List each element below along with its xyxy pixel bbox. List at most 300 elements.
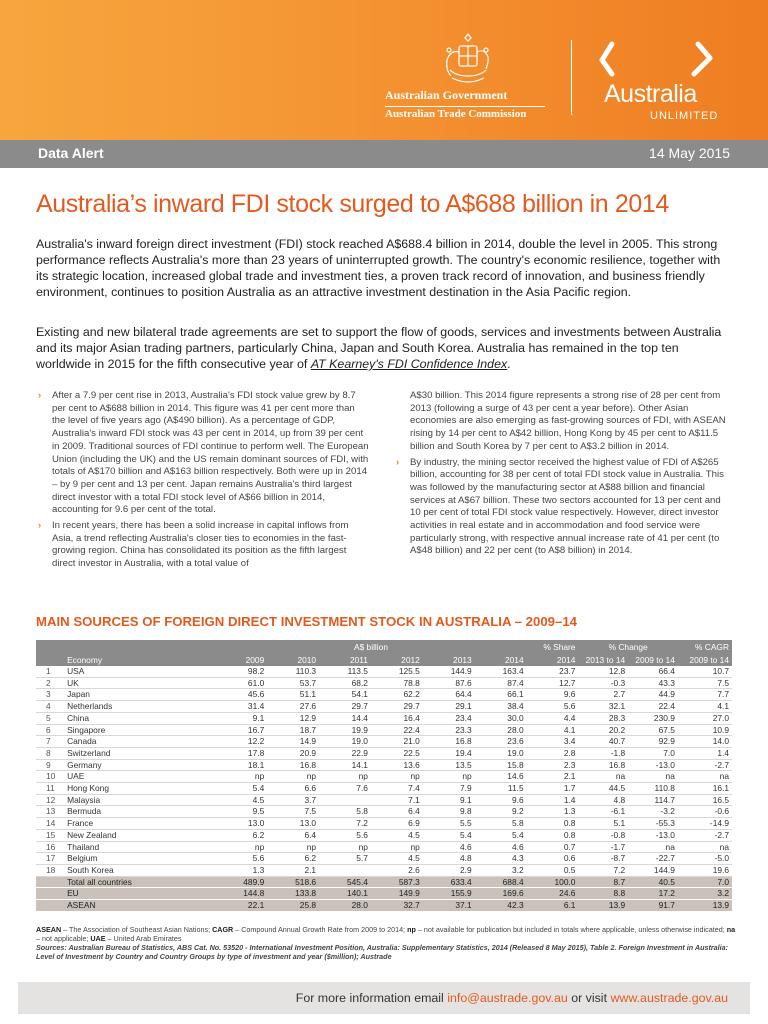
note-term: ASEAN <box>36 925 62 934</box>
table-cell: 5.4 <box>423 829 475 841</box>
table-cell: 22.4 <box>371 724 423 736</box>
note-text: – not available for publication but included in totals where applicable, unless otherwise indicated; <box>415 925 727 934</box>
economy-name: Malaysia <box>64 794 215 806</box>
row-index: 5 <box>36 712 64 724</box>
table-cell: 20.9 <box>267 747 319 759</box>
table-cell: 10.9 <box>678 724 732 736</box>
table-cell: 3.2 <box>475 864 527 876</box>
table-cell: 29.7 <box>371 701 423 713</box>
table-row <box>36 724 732 736</box>
table-cell: -0.6 <box>678 806 732 818</box>
table-cell: np <box>267 841 319 853</box>
table-cell: 13.0 <box>215 818 267 830</box>
table-cell: 51.1 <box>267 689 319 701</box>
table-cell: 87.6 <box>423 677 475 689</box>
table-cell: 19.4 <box>423 747 475 759</box>
table-cell: na <box>628 771 678 783</box>
bullet-point <box>38 390 370 517</box>
table-cell: 144.9 <box>628 864 678 876</box>
bullet-text: After a 7.9 per cent rise in 2013, Australia's FDI stock value grew by 8.7 per cent to A$688 billion in 2014. This figure was 41 per cent more than the level of five years ago (A$490 billion). As a percentage of GDP, Australia's inward FDI stock was 43 per cent in 2014, up from 39 per cent in 2009. Traditional sources of FDI continue to perform well. The European Union (including the UK) and the US remain dominant sources of FDI, with totals of A$170 billion and A$163 billion respectively. Both were up in 2014 – by 9 per cent and 13 per cent. Japan remains Australia's third largest direct investor with a total FDI stock level of A$66 billion in 2014, accounting for 9.6 per cent of the total. <box>52 390 369 516</box>
footer <box>18 982 750 1014</box>
table-cell: 12.7 <box>527 677 579 689</box>
table-cell: -8.7 <box>578 853 628 865</box>
table-cell: 2.8 <box>527 747 579 759</box>
table-cell: 12.2 <box>215 736 267 748</box>
table-cell: 6.6 <box>267 783 319 795</box>
table-cell: 489.9 <box>215 876 267 888</box>
alert-label: Data Alert <box>38 145 104 161</box>
table-cell: 13.9 <box>678 900 732 912</box>
table-cell: np <box>371 841 423 853</box>
table-cell: 587.3 <box>371 876 423 888</box>
table-cell: 37.1 <box>423 900 475 912</box>
bullet-point <box>38 520 370 571</box>
table-cell: 18.1 <box>215 759 267 771</box>
table-cell: 633.4 <box>423 876 475 888</box>
left-column <box>38 390 370 574</box>
row-index: 3 <box>36 689 64 701</box>
table-cell <box>319 794 371 806</box>
table-cell: -6.1 <box>578 806 628 818</box>
table-cell: 1.3 <box>527 806 579 818</box>
table-cell: -0.8 <box>578 829 628 841</box>
table-cell: 54.1 <box>319 689 371 701</box>
table-cell: 23.7 <box>527 666 579 677</box>
table-row <box>36 783 732 795</box>
table-cell: 31.4 <box>215 701 267 713</box>
table-cell: 688.4 <box>475 876 527 888</box>
table-cell: 19.9 <box>319 724 371 736</box>
table-cell: na <box>678 841 732 853</box>
table-cell: 545.4 <box>319 876 371 888</box>
table-cell: 28.0 <box>319 900 371 912</box>
table-cell: 144.8 <box>215 888 267 900</box>
table-cell: 28.3 <box>578 712 628 724</box>
table-row <box>36 689 732 701</box>
table-cell: 19.0 <box>475 747 527 759</box>
row-index: 16 <box>36 841 64 853</box>
table-cell: 3.4 <box>527 736 579 748</box>
table-cell: 4.8 <box>578 794 628 806</box>
table-cell: 1.7 <box>527 783 579 795</box>
table-cell: 19.0 <box>319 736 371 748</box>
table-cell: 13.5 <box>423 759 475 771</box>
header-cell <box>36 653 64 666</box>
sources-note: Sources: Australian Bureau of Statistics, ABS Cat. No. 53520 - International Investment Position, Australia: Supplementary Statistics, 2014 (Released 8 May 2015), Table 2. Foreign Investment in Australia: Level of Investment by Country and Country Groups by type of investment and year ($million); Austrade <box>36 943 729 961</box>
table-cell: 38.4 <box>475 701 527 713</box>
table-cell: 3.7 <box>267 794 319 806</box>
table-cell: 25.8 <box>267 900 319 912</box>
table-row <box>36 712 732 724</box>
table-cell: 6.4 <box>371 806 423 818</box>
row-index: 11 <box>36 783 64 795</box>
table-cell: 110.3 <box>267 666 319 677</box>
table-cell: -55.3 <box>628 818 678 830</box>
table-cell: 16.1 <box>678 783 732 795</box>
website-link[interactable]: www.austrade.gov.au <box>610 991 728 1005</box>
table-cell: 91.7 <box>628 900 678 912</box>
row-index: 7 <box>36 736 64 748</box>
table-cell: 110.8 <box>628 783 678 795</box>
table-cell: 133.8 <box>267 888 319 900</box>
table-cell: 5.5 <box>423 818 475 830</box>
table-cell: 32.7 <box>371 900 423 912</box>
table-cell: 9.5 <box>215 806 267 818</box>
paragraph-text: Existing and new bilateral trade agreements are set to support the flow of goods, services and investments between Australia and its major Asian trading partners, particularly China, Japan and South Korea. Australia has remained in the top ten worldwide in 2015 for the fifth consecutive year of <box>36 325 722 371</box>
table-cell: 92.9 <box>628 736 678 748</box>
table-cell: 1.4 <box>678 747 732 759</box>
table-row <box>36 794 732 806</box>
header-2014: 2014 <box>504 654 524 665</box>
table-cell: -13.0 <box>628 829 678 841</box>
table-cell: -2.7 <box>678 759 732 771</box>
table-row <box>36 771 732 783</box>
data-alert-bar <box>0 140 768 168</box>
table-cell: 9.8 <box>423 806 475 818</box>
table-cell: 6.2 <box>215 829 267 841</box>
table-cell: 169.6 <box>475 888 527 900</box>
table-cell: 0.8 <box>527 829 579 841</box>
table-cell: 30.0 <box>475 712 527 724</box>
bullet-text: In recent years, there has been a solid increase in capital inflows from Asia, a trend reflecting Australia's closer ties to economies in the fast-growing region. China has consolidated its position as the fifth largest direct investor in Australia, with a total value of <box>52 520 349 570</box>
table-cell: 140.1 <box>319 888 371 900</box>
table-cell: na <box>678 771 732 783</box>
table-row <box>36 759 732 771</box>
table-cell: na <box>628 841 678 853</box>
table-cell: np <box>371 771 423 783</box>
divider <box>571 40 572 115</box>
header-cagr: % CAGR <box>695 641 729 652</box>
economy-name: South Korea <box>64 864 215 876</box>
table-cell: 6.1 <box>527 900 579 912</box>
table-cell: -1.7 <box>578 841 628 853</box>
header-abillion: A$ billion <box>353 641 388 652</box>
table-cell: 7.6 <box>319 783 371 795</box>
coat-of-arms-icon <box>440 30 496 86</box>
table-cell: 12.8 <box>578 666 628 677</box>
table-body <box>36 666 732 911</box>
table-cell: -0.3 <box>578 677 628 689</box>
row-index: 15 <box>36 829 64 841</box>
bullet-text: By industry, the mining sector received the highest value of FDI of A$265 billion, accounting for 38 per cent of total FDI stock value in Australia. This was followed by the manufacturing sector at A$88 billion and financial services at A$67 billion. These two sectors accounted for 13 per cent and 10 per cent of total FDI stock value respectively. However, direct investor activities in real estate and in accommodation and food service were particularly strong, with respective annual increase rate of 41 per cent (to A$48 billion) and 22 per cent (to A$8 billion) in 2014. <box>410 456 724 557</box>
page-title: Australia’s inward FDI stock surged to A$688 billion in 2014 <box>36 190 669 218</box>
brand-subtitle: UNLIMITED <box>650 110 719 122</box>
table-cell: 4.1 <box>678 701 732 713</box>
row-index <box>36 900 64 912</box>
header-2011: 2011 <box>349 654 368 665</box>
table-cell: 32.1 <box>578 701 628 713</box>
row-index: 4 <box>36 701 64 713</box>
table-row <box>36 853 732 865</box>
table-cell: 16.4 <box>371 712 423 724</box>
table-cell: 14.6 <box>475 771 527 783</box>
table-row <box>36 829 732 841</box>
table-cell: 17.2 <box>628 888 678 900</box>
table-cell: 14.1 <box>319 759 371 771</box>
header-change: % Change <box>608 641 648 652</box>
row-index <box>36 888 64 900</box>
table-cell: 7.2 <box>578 864 628 876</box>
table-cell: 2.9 <box>423 864 475 876</box>
table-cell: 14.9 <box>267 736 319 748</box>
table-cell: 4.5 <box>371 853 423 865</box>
table-cell: 2.3 <box>527 759 579 771</box>
table-cell: -13.0 <box>628 759 678 771</box>
logo-marks-icon <box>598 40 728 80</box>
header-economy: Economy <box>67 654 103 665</box>
table-cell: 22.1 <box>215 900 267 912</box>
table-cell: 4.8 <box>423 853 475 865</box>
table-cell: 5.8 <box>475 818 527 830</box>
table-cell: 17.8 <box>215 747 267 759</box>
table-cell: -3.2 <box>628 806 678 818</box>
header-2010: 2010 <box>297 654 317 665</box>
row-index: 2 <box>36 677 64 689</box>
table-cell: 53.7 <box>267 677 319 689</box>
row-index: 12 <box>36 794 64 806</box>
table-cell: 0.6 <box>527 853 579 865</box>
table-cell: 15.8 <box>475 759 527 771</box>
table-cell: 67.5 <box>628 724 678 736</box>
table-row <box>36 841 732 853</box>
table-cell <box>319 864 371 876</box>
table-cell: 12.9 <box>267 712 319 724</box>
table-cell: 66.4 <box>628 666 678 677</box>
row-index: 18 <box>36 864 64 876</box>
table-cell: -1.8 <box>578 747 628 759</box>
note-term: na <box>726 925 736 934</box>
table-cell: 7.7 <box>678 689 732 701</box>
row-index: 10 <box>36 771 64 783</box>
table-row <box>36 701 732 713</box>
table-cell: 5.8 <box>319 806 371 818</box>
brand-wordmark: Australia <box>604 80 697 108</box>
table-cell: 5.6 <box>319 829 371 841</box>
economy-name: Total all countries <box>64 876 215 888</box>
row-index: 1 <box>36 666 64 677</box>
table-cell: 61.0 <box>215 677 267 689</box>
table-cell: 0.8 <box>527 818 579 830</box>
table-cell: 23.3 <box>423 724 475 736</box>
table-cell: 7.1 <box>371 794 423 806</box>
table-cell: 9.6 <box>527 689 579 701</box>
table-cell: 62.2 <box>371 689 423 701</box>
header-banner <box>0 0 768 140</box>
row-index: 14 <box>36 818 64 830</box>
table-cell: 16.8 <box>267 759 319 771</box>
table-cell: 27.6 <box>267 701 319 713</box>
table-cell: 4.1 <box>527 724 579 736</box>
table-cell: 14.0 <box>678 736 732 748</box>
table-cell: -22.7 <box>628 853 678 865</box>
intro-paragraph: Australia's inward foreign direct investment (FDI) stock reached A$688.4 billion in 2014, double the level in 2005. This strong performance reflects Australia's more than 23 years of uninterrupted growth. The country's economic resilience, together with its strategic location, increased global trade and investment ties, a proven track record of innovation, and business friendly environment, continues to position Australia as an attractive investment destination in the Asia Pacific region. <box>36 237 721 299</box>
economy-name: New Zealand <box>64 829 215 841</box>
note-text: – United Arab Emirates <box>105 934 182 943</box>
table-cell: -5.0 <box>678 853 732 865</box>
economy-name: Hong Kong <box>64 783 215 795</box>
right-column <box>396 390 728 561</box>
table-cell: np <box>215 841 267 853</box>
table-cell: 9.6 <box>475 794 527 806</box>
government-title: Australian Government <box>385 88 508 102</box>
table-cell: 87.4 <box>475 677 527 689</box>
table-total-row <box>36 900 732 912</box>
table-cell: na <box>578 771 628 783</box>
table-group-header <box>36 640 732 653</box>
table-cell: 23.4 <box>423 712 475 724</box>
table-cell: 40.7 <box>578 736 628 748</box>
table-cell: 113.5 <box>319 666 371 677</box>
table-cell: 100.0 <box>527 876 579 888</box>
table-total-row <box>36 888 732 900</box>
intro-paragraph-2 <box>36 324 736 372</box>
header-cell <box>64 640 215 653</box>
footer-text: or visit <box>567 991 611 1005</box>
economy-name: Netherlands <box>64 701 215 713</box>
table-cell: 230.9 <box>628 712 678 724</box>
table-cell: 20.2 <box>578 724 628 736</box>
table-cell: 8.8 <box>578 888 628 900</box>
table-cell: 7.5 <box>678 677 732 689</box>
table-cell: 144.9 <box>423 666 475 677</box>
table-cell: 5.4 <box>215 783 267 795</box>
table-cell: 0.5 <box>527 864 579 876</box>
table-cell: 0.7 <box>527 841 579 853</box>
footer-text: For more information email <box>295 991 448 1005</box>
table-cell: 14.4 <box>319 712 371 724</box>
table-cell: 7.5 <box>267 806 319 818</box>
chevron-right-icon: › <box>38 520 42 532</box>
table-cell: 518.6 <box>267 876 319 888</box>
table-cell: 28.0 <box>475 724 527 736</box>
table-row <box>36 747 732 759</box>
table-cell: 7.9 <box>423 783 475 795</box>
table-cell: 4.5 <box>215 794 267 806</box>
table-cell: 13.9 <box>578 900 628 912</box>
header-cell <box>36 640 64 653</box>
note-term: np <box>407 925 416 934</box>
table-cell: 22.5 <box>371 747 423 759</box>
table-cell: 13.6 <box>371 759 423 771</box>
table-cell: 9.2 <box>475 806 527 818</box>
table-cell: 2.1 <box>527 771 579 783</box>
table-cell: 2.1 <box>267 864 319 876</box>
table-row <box>36 864 732 876</box>
agency-title: Australian Trade Commission <box>385 108 527 120</box>
table-cell: 44.9 <box>628 689 678 701</box>
data-table <box>36 640 732 912</box>
kearney-index-link[interactable]: AT Kearney's FDI Confidence Index <box>310 357 508 371</box>
fdi-table <box>36 640 732 912</box>
table-cell: 7.0 <box>678 876 732 888</box>
note-term: CAGR <box>212 925 234 934</box>
table-cell: 7.4 <box>371 783 423 795</box>
table-cell: 98.2 <box>215 666 267 677</box>
note-term: UAE <box>90 934 106 943</box>
table-cell: 44.5 <box>578 783 628 795</box>
table-row <box>36 666 732 677</box>
economy-name: Thailand <box>64 841 215 853</box>
economy-name: EU <box>64 888 215 900</box>
header-2012: 2012 <box>401 654 420 665</box>
table-cell: 9.1 <box>215 712 267 724</box>
table-cell: 8.7 <box>578 876 628 888</box>
economy-name: Japan <box>64 689 215 701</box>
table-cell: 6.9 <box>371 818 423 830</box>
table-cell: 24.6 <box>527 888 579 900</box>
note-text: – Compound Annual Growth Rate from 2009 to 2014; <box>233 925 408 934</box>
table-cell: 125.5 <box>371 666 423 677</box>
table-cell: 5.6 <box>215 853 267 865</box>
table-cell: np <box>319 841 371 853</box>
note-text: – not applicable; <box>36 934 91 943</box>
economy-name: UAE <box>64 771 215 783</box>
abbreviations-note <box>36 925 736 943</box>
economy-name: UK <box>64 677 215 689</box>
bullet-point <box>396 457 728 559</box>
table-cell: 7.2 <box>319 818 371 830</box>
table-cell: 7.0 <box>628 747 678 759</box>
row-index: 13 <box>36 806 64 818</box>
table-cell: 66.1 <box>475 689 527 701</box>
chevron-right-icon: › <box>396 456 400 468</box>
table-cell: 5.4 <box>475 829 527 841</box>
table-cell: 16.8 <box>423 736 475 748</box>
table-row <box>36 736 732 748</box>
header-2013: 2013 <box>453 654 472 665</box>
email-link[interactable]: info@austrade.gov.au <box>447 991 568 1005</box>
table-cell: 16.5 <box>678 794 732 806</box>
table-cell: -2.7 <box>678 829 732 841</box>
note-text: – The Association of Southeast Asian Nations; <box>61 925 213 934</box>
table-cell: 2.6 <box>371 864 423 876</box>
table-cell: 27.0 <box>678 712 732 724</box>
table-cell: 5.7 <box>319 853 371 865</box>
table-cell: 149.9 <box>371 888 423 900</box>
row-index: 6 <box>36 724 64 736</box>
economy-name: USA <box>64 666 215 677</box>
table-cell: 22.9 <box>319 747 371 759</box>
economy-name: Germany <box>64 759 215 771</box>
table-cell: 155.9 <box>423 888 475 900</box>
table-cell: 4.5 <box>371 829 423 841</box>
table-cell: 11.5 <box>475 783 527 795</box>
table-cell: 18.7 <box>267 724 319 736</box>
header-share: % Share <box>543 641 576 652</box>
table-cell: 114.7 <box>628 794 678 806</box>
footer-contact <box>296 991 728 1005</box>
table-row <box>36 677 732 689</box>
economy-name: Bermuda <box>64 806 215 818</box>
table-cell: 43.3 <box>628 677 678 689</box>
table-cell: np <box>267 771 319 783</box>
table-cell: 13.0 <box>267 818 319 830</box>
table-column-header <box>36 653 732 666</box>
table-cell: 78.8 <box>371 677 423 689</box>
economy-name: ASEAN <box>64 900 215 912</box>
table-cell: -14.9 <box>678 818 732 830</box>
header-2009: 2009 <box>245 654 265 665</box>
chevron-right-icon: › <box>38 390 42 401</box>
header-cagr-2009-14: 2009 to 14 <box>689 654 729 665</box>
table-cell: 6.4 <box>267 829 319 841</box>
table-notes <box>36 925 736 961</box>
paragraph-end: . <box>507 357 511 371</box>
table-cell: 1.4 <box>527 794 579 806</box>
economy-name: China <box>64 712 215 724</box>
table-title: MAIN SOURCES OF FOREIGN DIRECT INVESTMENT STOCK IN AUSTRALIA – 2009–14 <box>36 614 578 629</box>
table-cell: 163.4 <box>475 666 527 677</box>
